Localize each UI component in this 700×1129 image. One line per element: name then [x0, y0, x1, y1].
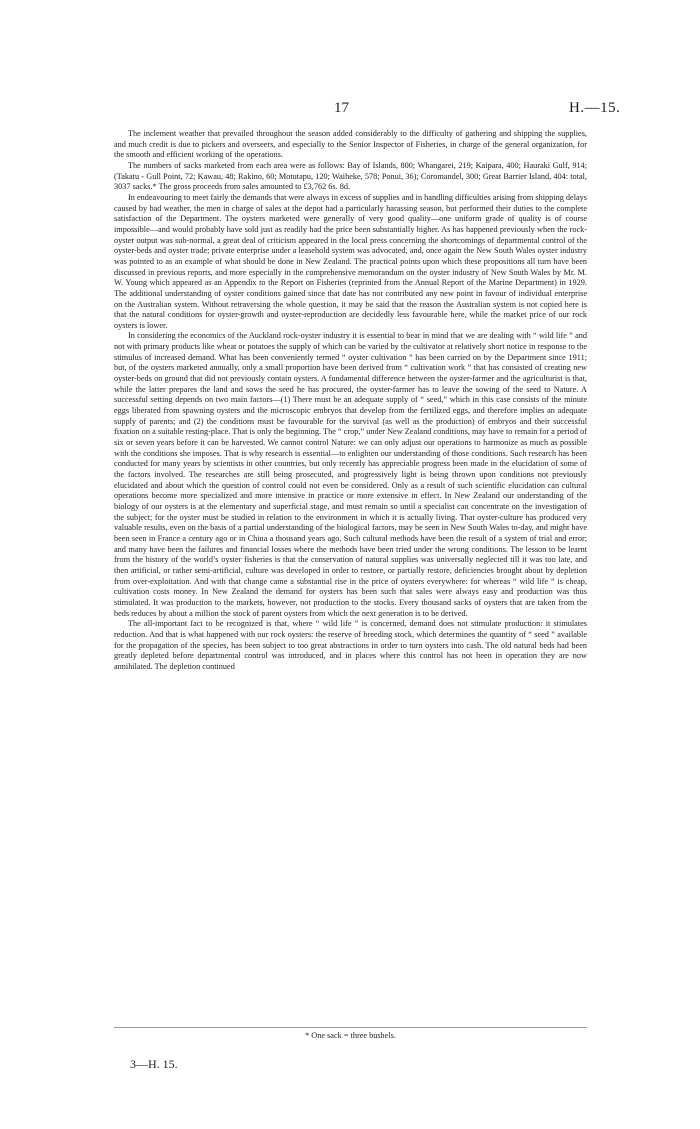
footnote-divider [114, 1027, 587, 1028]
paragraph-economics: In considering the economics of the Auckland rock-oyster industry it is essential to bear in mind that we are dealing with “ wild life ” and not with primary products like wheat or potatoes the supply of which can be varied by the cultivator at relatively short notice in response to the stimulus of increased demand. What has been conveniently termed “ oyster cultivation ” has been carried on by the Department since 1911; but, of the oysters marketed annually, only a small proportion have been derived from “ cultivation work ” that has consisted of creating new oyster-beds on ground that did not previously contain oysters. A fundamental difference between the oyster-farmer and the agriculturist is that, while the latter prepares the land and sows the seed he has procured, the oyster-farmer has to leave the sowing of the seed to Nature. A successful setting depends on two main factors—(1) There must be an adequate supply of “ seed,” which in this case consists of the minute eggs liberated from spawning oysters and the microscopic embryos that develop from the fertilized eggs, and therefore implies an adequate supply of parents; and (2) the conditions must be favourable for the survival (as well as the production) of embryos and their successful fixation on a suitable resting-place. That is only the beginning. The “ crop,” under New Zealand conditions, may have to remain for a period of six or seven years before it can be harvested. We cannot control Nature: we can only adjust our operations to harmonize as much as possible with the conditions she imposes. That is why research is essential—to enlighten our understanding of those conditions. Such research has been conducted for many years by scientists in other countries, but only recently has appreciable progress been made in the elucidation of some of the factors involved. The researches are still being prosecuted, and progressively light is being thrown upon conditions not previously elucidated and about which the question of control could not even be considered. Only as a result of such scientific elucidation can cultural operations become more specialized and more intensive in practice or more extensive in effect. In New Zealand our understanding of the biology of our oysters is at the elementary and superficial stage, and must remain so until a specialist can concentrate on the investigation of the subject; for the oyster must be studied in relation to the environment in which it is actually living. That oyster-culture has produced very valuable results, even on the basis of a partial understanding of the biological factors, may be seen in New South Wales to-day, and might have been seen in France a century ago or in China a thousand years ago. Such cultural methods have been the result of a system of trial and error; and many have been the failures and financial losses where the methods have been tried under the wrong conditions. The lesson to be learnt from the history of the world’s oyster fisheries is that the conservation of natural supplies was universally neglected till it was too late, and then artificial, or rather semi-artificial, culture was developed in order to restore, or partially restore, deficiencies brought about by depletion from over-exploitation. And with that change came a substantial rise in the price of oysters everywhere: for whereas “ wild life ” is cheap, cultivation costs money. In New Zealand the demand for oysters has been such that sales were always easy and production was thus stimulated. It was production to the markets, however, not production to the stocks. Every thousand sacks of oysters that are taken from the beds reduces by about a million the stock of parent oysters from which the next generation is to be derived. [114, 331, 587, 618]
page-number: 17 [334, 100, 349, 116]
paragraph-wild-life: The all-important fact to be recognized is that, where “ wild life ” is concerned, demand does not stimulate production: it stimulates reduction. And that is what happened with our rock oysters: the reserve of breeding stock, which determines the quantity of “ seed ” available for the propagation of the species, has been subject to too great abstractions in order to turn oysters into cash. The old natural beds had been greatly depleted before departmental control was introduced, and in places where this control has not been in operation they are now annihilated. The depletion continued [114, 619, 587, 671]
paragraph-sales-depot: In endeavouring to meet fairly the demands that were always in excess of supplies and in handling difficulties arising from shipping delays caused by bad weather, the men in charge of sales at the depot had a particularly harassing season, but performed their duties to the complete satisfaction of the Department. The oysters marketed were generally of very good quality—one uniform grade of quality is of course impossible—and would probably have sold just as readily had the price been substantially higher. As has happened previously when the rock-oyster output was sub-normal, a great deal of criticism appeared in the local press concerning the shortcomings of departmental control of the oyster-beds and oyster trade; private enterprise under a leasehold system was advocated, and, once again the New South Wales oyster industry was pointed to as an example of what should be done in New Zealand. The practical points upon which these propositions all turn have been discussed in previous reports, and more especially in the comprehensive memorandum on the oyster industry of New South Wales by Mr. M. W. Young which appeared as an Appendix to the Report on Fisheries (reprinted from the Annual Report of the Marine Department) in 1929. The additional understanding of oyster conditions gained since that date has not contributed any new point in favour of individual enterprise on the Australian system. Without retraversing the whole question, it may be said that the reason the Australian system is not copied here is that the natural conditions for oyster-growth and oyster-reproduction are decidedly less favourable here, while the market price of our rock oysters is lower. [114, 192, 587, 330]
footnote: * One sack = three bushels. [305, 1031, 396, 1040]
body-text [114, 129, 587, 672]
printer-signature: 3—H. 15. [130, 1057, 178, 1071]
paragraph-weather: The inclement weather that prevailed throughout the season added considerably to the difficulty of gathering and shipping the supplies, and much credit is due to pickers and overseers, and especially to the Senior Inspector of Fisheries, in charge of the general organization, for the smooth and efficient working of the operations. [114, 129, 587, 160]
paragraph-sacks-marketed: The numbers of sacks marketed from each area were as follows: Bay of Islands, 800; Whangarei, 219; Kaipara, 400; Hauraki Gulf, 914; (Takatu - Gull Point, 72; Kawau, 48; Rakino, 60; Motutapu, 120; Waiheke, 578; Ponui, 36); Coromandel, 300; Great Barrier Island, 404: total, 3037 sacks.* The gross proceeds from sales amounted to £3,762 6s. 8d. [114, 160, 587, 192]
document-reference: H.—15. [569, 100, 621, 116]
page-header [0, 100, 700, 120]
